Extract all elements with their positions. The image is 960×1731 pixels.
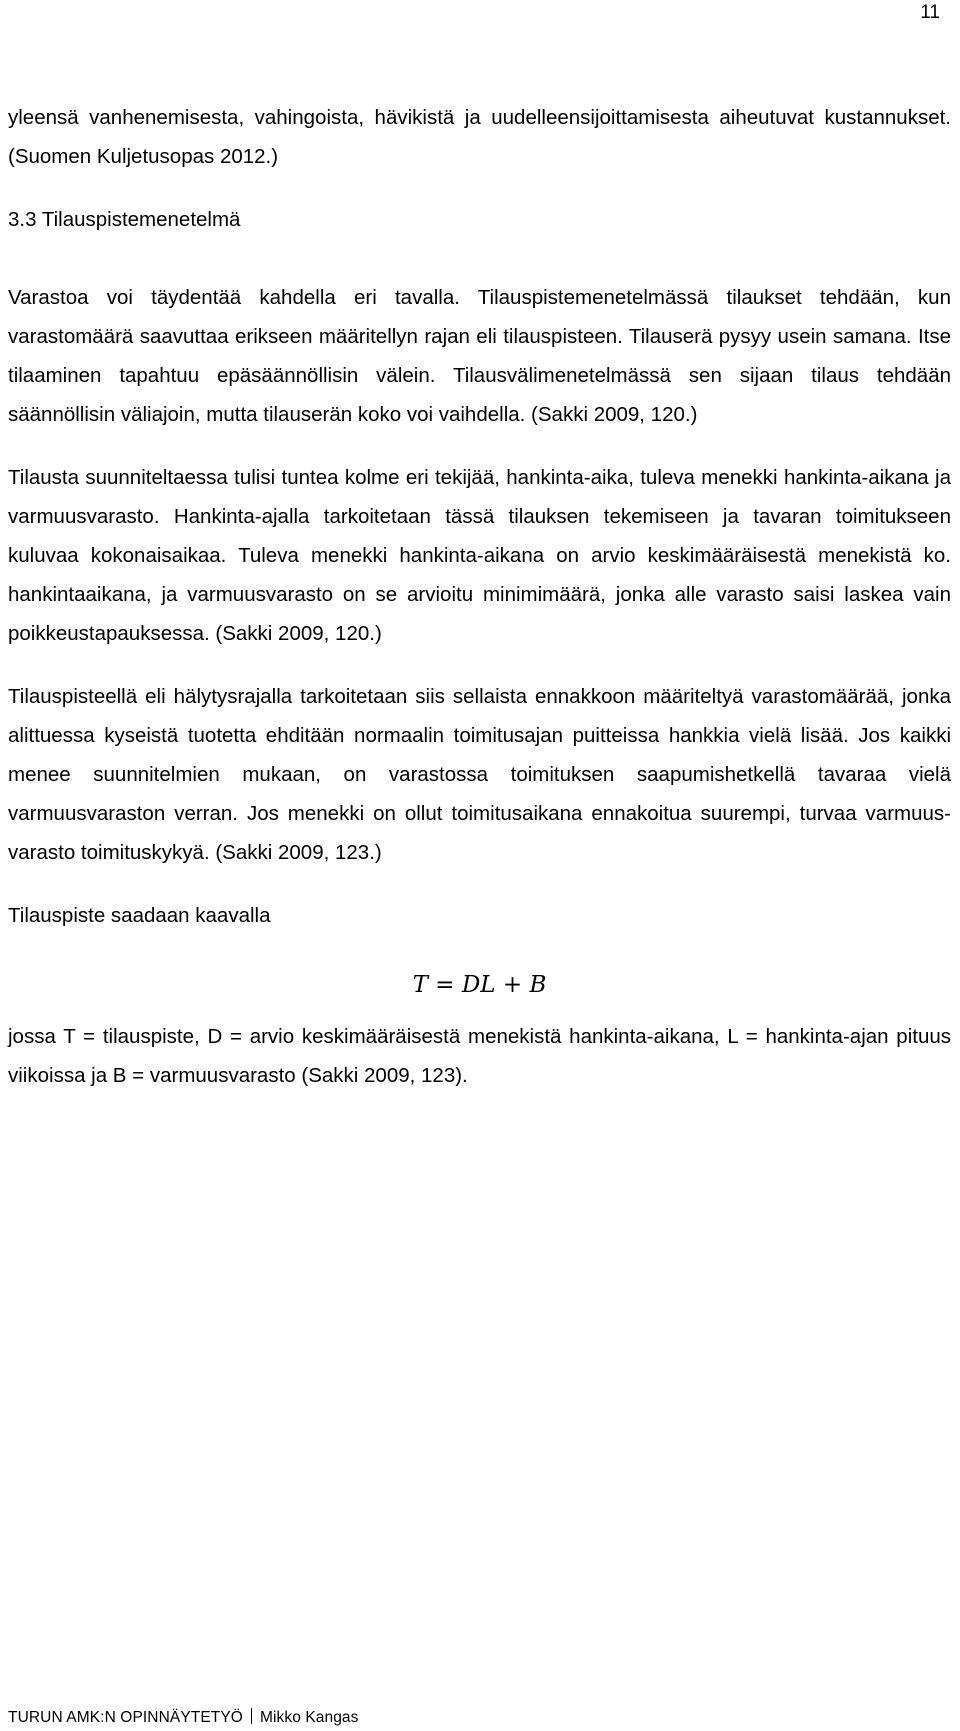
formula: T = DL + B	[412, 972, 547, 998]
footer-separator	[251, 1708, 252, 1724]
page-footer	[8, 1708, 359, 1727]
paragraph-intro: yleensä vanhenemisesta, vahingoista, hävikistä ja uudelleensijoittamisesta aiheutuvat kustannukset. (Suomen Kuljetusopas 2012.)	[8, 106, 951, 168]
footer-author: Mikko Kangas	[259, 1709, 359, 1726]
paragraph-reorder-point: Tilauspisteellä eli hälytysrajalla tarkoitetaan siis sellaista ennakkoon määriteltyä varastomäärää, jonka alittuessa kyseistä tuotetta ehditään normaalin toimitusajan puitteissa hankkia vielä lisää. Jos kaikki menee suunnitelmien mukaan, on varastossa toimituksen saapumishetkellä tavaraa vielä varmuusvaraston verran. Jos menekki on ollut toimitusaikana ennakoitua suurempi, turvaa varmuusvarasto toimituskykyä. (Sakki 2009, 123.)	[8, 685, 951, 864]
paragraph-formula-legend: jossa T = tilauspiste, D = arvio keskimääräisestä menekistä hankinta-aikana, L = hankinta-ajan pituus viikoissa ja B = varmuusvarasto (Sakki 2009, 123).	[8, 1025, 951, 1087]
page-body	[8, 98, 951, 1095]
footer-institution: TURUN AMK:N OPINNÄYTETYÖ	[8, 1709, 243, 1726]
page-number: 11	[920, 2, 940, 23]
section-heading: 3.3 Tilauspistemenetelmä	[8, 208, 241, 231]
paragraph-formula-intro: Tilauspiste saadaan kaavalla	[8, 904, 271, 927]
paragraph-order-factors: Tilausta suunniteltaessa tulisi tuntea kolme eri tekijää, hankinta-aika, tuleva menekki hankinta-aikana ja varmuusvarasto. Hankinta-ajalla tarkoitetaan tässä tilauksen tekemiseen ja tavaran toimitukseen kuluvaa kokonaisaikaa. Tuleva menekki hankinta-aikana on arvio keskimääräisestä menekistä ko. hankintaaikana, ja varmuusvarasto on se arvioitu minimimäärä, jonka alle varasto saisi laskea vain poikkeustapauksessa. (Sakki 2009, 120.)	[8, 466, 951, 645]
paragraph-ordering-methods: Varastoa voi täydentää kahdella eri tavalla. Tilauspistemenetelmässä tilaukset tehdään, kun varastomäärä saavuttaa erikseen määritellyn rajan eli tilauspisteen. Tilauserä pysyy usein samana. Itse tilaaminen tapahtuu epäsäännöllisin välein. Tilausvälimenetelmässä sen sijaan tilaus tehdään säännöllisin väliajoin, mutta tilauserän koko voi vaihdella. (Sakki 2009, 120.)	[8, 286, 951, 426]
